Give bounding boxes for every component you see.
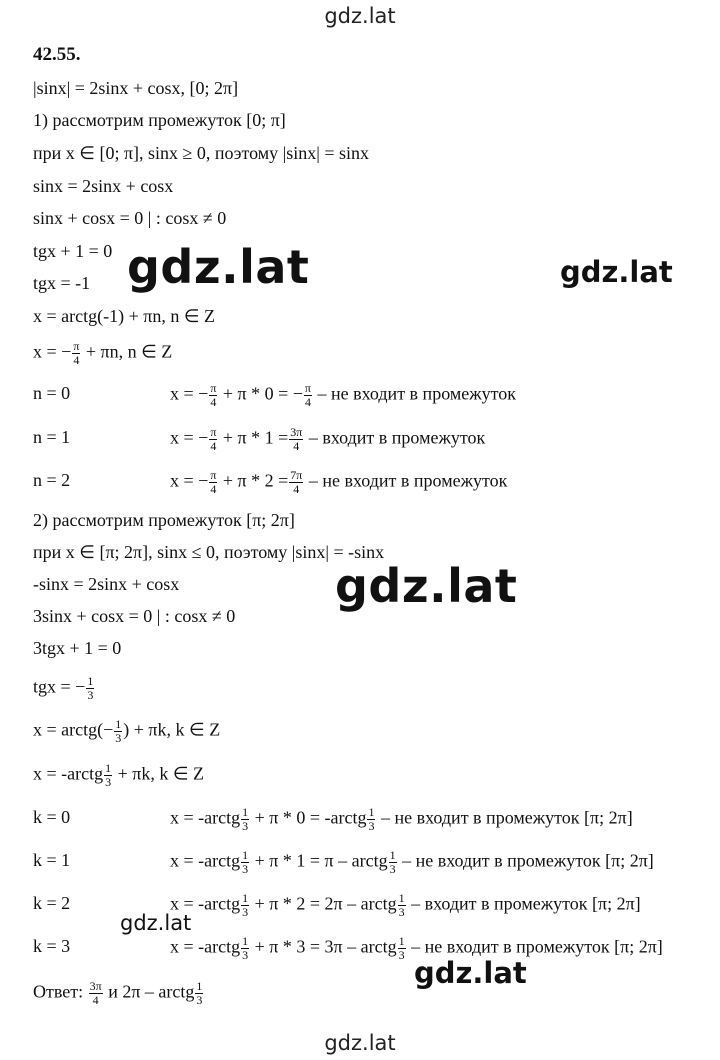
fraction	[104, 762, 112, 789]
expr-text: x = −	[170, 427, 209, 448]
step-line: 2) рассмотрим промежуток [π; 2π]	[33, 510, 295, 530]
fraction	[209, 469, 217, 496]
expr-text: – не входит в промежуток [π; 2π]	[380, 807, 633, 828]
fraction	[398, 935, 406, 962]
expr-text: ) + πk, k ∈ Z	[123, 719, 221, 740]
numerator: 1	[389, 848, 396, 862]
case-expression	[170, 892, 641, 919]
case-row-k3	[33, 934, 663, 962]
denominator: 3	[115, 731, 122, 745]
denominator: 4	[210, 482, 217, 496]
watermark-large-1: gdz.lat	[127, 240, 310, 294]
case-row-k2	[33, 891, 641, 919]
expr-text: – не входит в промежуток	[317, 383, 517, 404]
case-expression	[170, 806, 633, 833]
numerator: 1	[398, 934, 405, 948]
step-line	[33, 675, 95, 702]
expr-text: + πk, k ∈ Z	[117, 763, 205, 784]
expr-text: – не входит в промежуток	[308, 470, 508, 491]
numerator: π	[210, 425, 217, 439]
fraction	[398, 892, 406, 919]
expr-text: + πn, n ∈ Z	[85, 341, 173, 362]
fraction	[389, 849, 397, 876]
case-label: n = 1	[33, 427, 71, 447]
expr-text: + π * 1 =	[222, 427, 289, 448]
step-line: при x ∈ [0; π], sinx ≥ 0, поэтому |sinx| = sinx	[33, 143, 370, 163]
denominator: 3	[242, 905, 249, 919]
denominator: 4	[73, 353, 80, 367]
expr-text: tgx = −	[33, 676, 86, 697]
fraction	[114, 718, 122, 745]
fraction	[89, 980, 103, 1007]
case-expression	[170, 469, 507, 496]
case-label: k = 2	[33, 893, 71, 913]
case-row-n0	[33, 381, 517, 409]
numerator: 1	[242, 934, 249, 948]
fraction	[289, 469, 303, 496]
case-label: k = 3	[33, 936, 71, 956]
case-label: n = 2	[33, 470, 71, 490]
case-label: n = 0	[33, 383, 71, 403]
denominator: 4	[293, 439, 300, 453]
step-line: tgx + 1 = 0	[33, 241, 113, 261]
denominator: 3	[368, 819, 375, 833]
numerator: 1	[242, 805, 249, 819]
fraction	[289, 426, 303, 453]
expr-text: x = -arctg	[170, 936, 241, 957]
denominator: 3	[196, 993, 203, 1007]
expr-text: и 2π – arctg	[108, 981, 195, 1002]
step-line	[33, 762, 204, 789]
step-line: 3tgx + 1 = 0	[33, 638, 122, 658]
numerator: 3π	[290, 425, 303, 439]
numerator: 1	[242, 891, 249, 905]
denominator: 4	[293, 482, 300, 496]
denominator: 4	[304, 395, 311, 409]
watermark-large-2: gdz.lat	[335, 559, 518, 613]
numerator: 1	[105, 761, 112, 775]
step-line	[33, 340, 172, 367]
denominator: 4	[210, 395, 217, 409]
numerator: 1	[196, 979, 203, 993]
denominator: 3	[87, 688, 94, 702]
expr-text: x = -arctg	[170, 807, 241, 828]
numerator: 1	[242, 848, 249, 862]
fraction	[86, 675, 94, 702]
step-line: tgx = -1	[33, 273, 91, 293]
answer-label: Ответ:	[33, 981, 84, 1002]
case-expression	[170, 426, 485, 453]
case-expression	[170, 935, 663, 962]
watermark-small: gdz.lat	[120, 911, 192, 935]
step-line: при x ∈ [π; 2π], sinx ≤ 0, поэтому |sinx| = -sinx	[33, 542, 385, 562]
fraction	[209, 426, 217, 453]
fraction	[195, 980, 203, 1007]
expr-text: x = -arctg	[170, 850, 241, 871]
expr-text: + π * 2 = 2π – arctg	[254, 893, 397, 914]
denominator: 3	[389, 862, 396, 876]
watermark-right-2: gdz.lat	[414, 956, 527, 990]
denominator: 4	[210, 439, 217, 453]
step-line: 1) рассмотрим промежуток [0; π]	[33, 110, 286, 130]
expr-text: x = −	[170, 383, 209, 404]
numerator: π	[73, 339, 80, 353]
step-line: sinx + cosx = 0 | : cosx ≠ 0	[33, 208, 227, 228]
denominator: 3	[242, 819, 249, 833]
watermark-top: gdz.lat	[324, 4, 396, 28]
fraction	[209, 382, 217, 409]
equation-line: |sinx| = 2sinx + cosx, [0; 2π]	[33, 78, 239, 98]
case-row-k1	[33, 848, 654, 876]
numerator: π	[304, 381, 311, 395]
numerator: 1	[368, 805, 375, 819]
expr-text: + π * 2 =	[222, 470, 289, 491]
step-line: 3sinx + cosx = 0 | : cosx ≠ 0	[33, 606, 236, 626]
case-expression	[170, 382, 516, 409]
expr-text: + π * 1 = π – arctg	[254, 850, 388, 871]
watermark-right-1: gdz.lat	[560, 255, 673, 289]
denominator: 3	[242, 948, 249, 962]
numerator: π	[210, 468, 217, 482]
step-line: sinx = 2sinx + cosx	[33, 176, 174, 196]
denominator: 3	[105, 775, 112, 789]
expr-text: – входит в промежуток	[308, 427, 486, 448]
fraction	[241, 849, 249, 876]
expr-text: + π * 3 = 3π – arctg	[254, 936, 397, 957]
fraction	[241, 892, 249, 919]
case-label: k = 1	[33, 850, 71, 870]
denominator: 3	[398, 948, 405, 962]
fraction	[367, 806, 375, 833]
numerator: 1	[115, 717, 122, 731]
fraction	[241, 806, 249, 833]
case-row-k0	[33, 805, 633, 833]
case-label: k = 0	[33, 807, 71, 827]
expr-text: x = −	[170, 470, 209, 491]
fraction	[241, 935, 249, 962]
answer-line	[33, 980, 204, 1007]
fraction	[304, 382, 312, 409]
expr-text: x = −	[33, 341, 72, 362]
problem-number: 42.55.	[33, 44, 81, 65]
expr-text: – не входит в промежуток [π; 2π]	[402, 850, 654, 871]
step-line: x = arctg(-1) + πn, n ∈ Z	[33, 306, 216, 326]
denominator: 4	[92, 993, 99, 1007]
expr-text: + π * 0 = −	[222, 383, 303, 404]
numerator: 3π	[89, 979, 102, 993]
expr-text: x = arctg(−	[33, 719, 114, 740]
step-line	[33, 718, 220, 745]
watermark-bottom: gdz.lat	[324, 1031, 396, 1055]
expr-text: x = -arctg	[170, 893, 241, 914]
case-expression	[170, 849, 654, 876]
fraction	[72, 340, 80, 367]
numerator: π	[210, 381, 217, 395]
step-line: -sinx = 2sinx + cosx	[33, 574, 180, 594]
numerator: 7π	[290, 468, 303, 482]
expr-text: + π * 0 = -arctg	[254, 807, 367, 828]
expr-text: x = -arctg	[33, 763, 104, 784]
expr-text: – не входит в промежуток [π; 2π]	[411, 936, 663, 957]
denominator: 3	[242, 862, 249, 876]
numerator: 1	[87, 674, 94, 688]
numerator: 1	[398, 891, 405, 905]
denominator: 3	[398, 905, 405, 919]
expr-text: – входит в промежуток [π; 2π]	[411, 893, 641, 914]
